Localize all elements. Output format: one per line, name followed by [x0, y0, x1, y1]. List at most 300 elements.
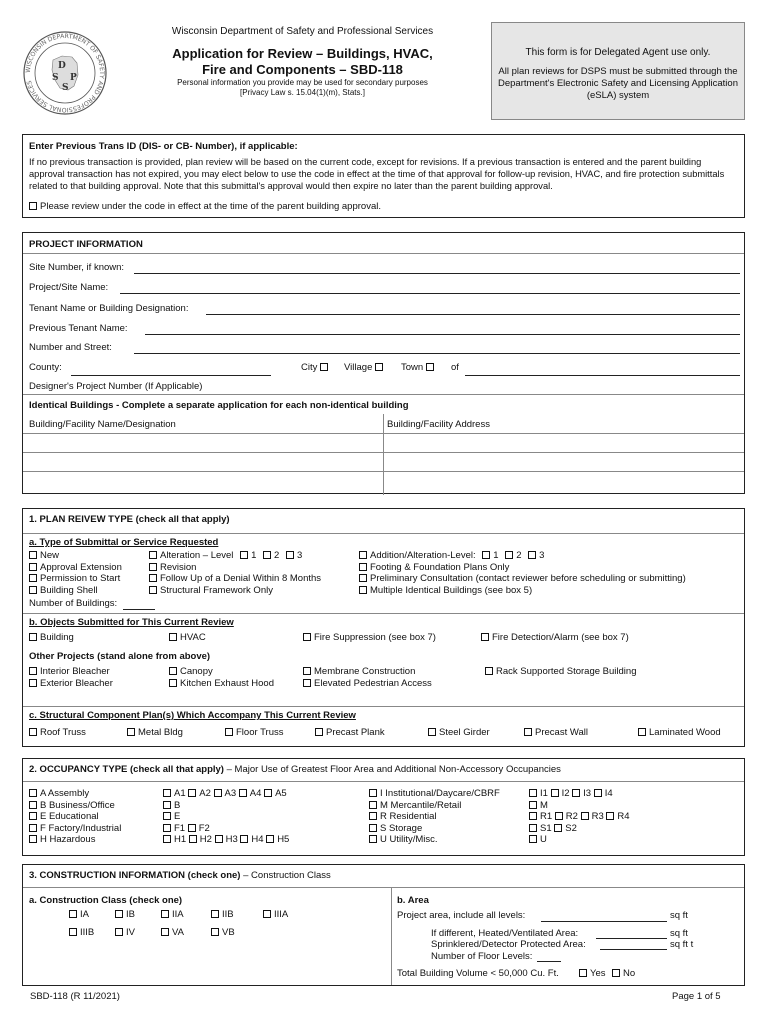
occ-residential[interactable]	[369, 811, 500, 823]
option-approval-extension[interactable]	[29, 562, 122, 574]
county-label: County:	[29, 362, 62, 373]
project-heading: PROJECT INFORMATION	[29, 239, 143, 250]
kitchen-hood-label: Kitchen Exhaust Hood	[180, 677, 275, 689]
dept-name: Wisconsin Department of Safety and Professional Services	[171, 26, 434, 37]
option-multiple-identical[interactable]	[359, 585, 686, 597]
occ-mercantile-label: M Mercantile/Retail	[380, 799, 462, 811]
village-option[interactable]	[344, 362, 386, 373]
occ-factory-checkbox[interactable]	[29, 824, 37, 832]
addition-level-2-checkbox[interactable]	[505, 551, 513, 559]
class-iiib-label: IIIB	[80, 927, 95, 938]
roof-truss-label: Roof Truss	[40, 727, 86, 738]
permission-to-start-checkbox[interactable]	[29, 574, 37, 582]
parent-code-option[interactable]	[29, 201, 381, 212]
metal-bldg-checkbox[interactable]	[127, 728, 135, 736]
building-shell-checkbox[interactable]	[29, 586, 37, 594]
occ-e-sub[interactable]	[163, 811, 289, 823]
svg-text:D: D	[58, 61, 66, 71]
roof-truss-checkbox[interactable]	[29, 728, 37, 736]
addition-alteration-checkbox[interactable]	[359, 551, 367, 559]
building-shell-label: Building Shell	[40, 584, 98, 596]
occ-utility-checkbox[interactable]	[369, 835, 377, 843]
area-all-unit: sq ft	[670, 910, 688, 921]
rack-storage-label: Rack Supported Storage Building	[496, 666, 637, 677]
object-hvac[interactable]	[169, 632, 206, 643]
other-projects-heading: Other Projects (stand alone from above)	[29, 651, 211, 662]
trans-id-body: If no previous transaction is provided, plan review will be based on the current code, except for revisions. If a previous transaction is entered and the parent building approval transaction has not expired, you may elect below to use the code in effect at the time of that approval for follow-up revision, HVAC, and fire protection submittals related to that building approval. Note that this submittal's approval would then expire no later than the parent building approval.	[29, 157, 725, 191]
occ-a1-checkbox[interactable]	[163, 789, 171, 797]
occ-h3-checkbox[interactable]	[215, 835, 223, 843]
volume-yes-label: Yes	[590, 968, 606, 979]
occ-business[interactable]	[29, 800, 121, 812]
occ-factory[interactable]	[29, 823, 121, 835]
alteration-level-2-label: 2	[274, 550, 280, 561]
pedestrian-access-checkbox[interactable]	[303, 679, 311, 687]
steel-girder-label: Steel Girder	[439, 727, 490, 738]
occupancy-heading: 2. OCCUPANCY TYPE (check all that apply) – Major Use of Greatest Floor Area and Additional Non-Accessory Occupancies	[29, 764, 561, 775]
occ-institutional-label: I Institutional/Daycare/CBRF	[380, 788, 500, 799]
occ-s2-checkbox[interactable]	[554, 824, 562, 832]
object-fire-suppression[interactable]	[303, 632, 436, 643]
street-label: Number and Street:	[29, 342, 112, 353]
municipality-input[interactable]	[465, 375, 740, 376]
occ-assembly-checkbox[interactable]	[29, 789, 37, 797]
page-number: Page 1 of 5	[672, 991, 721, 1002]
footing-foundation-label: Footing & Foundation Plans Only	[370, 561, 510, 573]
object-fire-detection-checkbox[interactable]	[481, 633, 489, 641]
class-iiia-label: IIIA	[274, 909, 289, 920]
permission-to-start-label: Permission to Start	[40, 573, 121, 584]
occ-s2-label: S2	[565, 822, 577, 834]
exterior-bleacher-checkbox[interactable]	[29, 679, 37, 687]
occ-h1-label: H1	[174, 834, 187, 845]
area-all-label: Project area, include all levels:	[397, 910, 526, 921]
alteration-level-3-checkbox[interactable]	[286, 551, 294, 559]
class-ib-label: IB	[126, 909, 135, 920]
form-title-line1: Application for Review – Buildings, HVAC,	[172, 46, 433, 61]
class-iia[interactable]	[161, 909, 184, 920]
canopy-checkbox[interactable]	[169, 667, 177, 675]
object-hvac-checkbox[interactable]	[169, 633, 177, 641]
other-interior-bleacher[interactable]	[29, 666, 113, 678]
site-number-label: Site Number, if known:	[29, 262, 125, 273]
addition-level-2-label: 2	[516, 550, 522, 561]
approval-extension-checkbox[interactable]	[29, 563, 37, 571]
class-iiia[interactable]	[263, 909, 288, 920]
volume-yes[interactable]	[579, 968, 606, 979]
occ-m-sub-label: M	[540, 799, 548, 811]
parent-code-checkbox[interactable]	[29, 202, 37, 210]
option-building-shell[interactable]	[29, 585, 122, 597]
occ-assembly[interactable]	[29, 788, 121, 800]
occ-m-sub[interactable]	[529, 800, 630, 812]
notice-body: All plan reviews for DSPS must be submitted through the Department's Electronic Safety and Licensing Application (eSLA) system	[498, 66, 738, 101]
addition-level-3-checkbox[interactable]	[528, 551, 536, 559]
occ-u-sub-checkbox[interactable]	[529, 835, 537, 843]
metal-bldg-label: Metal Bldg	[138, 727, 183, 738]
occ-r2-label: R2	[565, 811, 578, 822]
volume-no[interactable]	[612, 968, 635, 979]
occ-a3-label: A3	[224, 788, 237, 799]
pedestrian-access-label: Elevated Pedestrian Access	[314, 677, 432, 689]
option-revision[interactable]	[149, 562, 321, 574]
sprinklered-area-input[interactable]	[600, 949, 667, 950]
delegated-agent-notice	[491, 22, 745, 120]
facility-address-header: Building/Facility Address	[387, 419, 490, 430]
rack-storage-checkbox[interactable]	[485, 667, 493, 675]
occ-f-subs	[163, 823, 289, 835]
occ-i1-label: I1	[540, 788, 548, 799]
volume-label: Total Building Volume < 50,000 Cu. Ft.	[397, 968, 559, 979]
class-iib-checkbox[interactable]	[211, 910, 219, 918]
occ-a3-checkbox[interactable]	[214, 789, 222, 797]
area-all-input[interactable]	[541, 921, 667, 922]
occ-storage-label: S Storage	[380, 822, 423, 834]
object-hvac-label: HVAC	[180, 632, 206, 643]
comp-steel-girder[interactable]	[428, 727, 490, 738]
occ-e-sub-label: E	[174, 811, 181, 822]
occ-hazardous-checkbox[interactable]	[29, 835, 37, 843]
structural-components-heading: c. Structural Component Plan(s) Which Accompany This Current Review	[29, 710, 356, 721]
county-input[interactable]	[71, 375, 271, 376]
laminated-wood-checkbox[interactable]	[638, 728, 646, 736]
dsps-seal	[22, 30, 108, 116]
object-building-checkbox[interactable]	[29, 633, 37, 641]
parent-code-label: Please review under the code in effect at the time of the parent building approval.	[40, 201, 381, 212]
alteration-level-1-label: 1	[251, 550, 257, 561]
city-option[interactable]	[301, 362, 331, 373]
trans-id-input[interactable]	[323, 152, 503, 153]
preliminary-consultation-checkbox[interactable]	[359, 574, 367, 582]
floor-truss-checkbox[interactable]	[225, 728, 233, 736]
facility-row[interactable]	[23, 434, 745, 452]
other-exterior-bleacher[interactable]	[29, 678, 113, 690]
construction-section	[22, 864, 745, 986]
occ-r4-checkbox[interactable]	[606, 812, 614, 820]
occ-u-sub[interactable]	[529, 834, 630, 846]
option-preliminary-consultation[interactable]	[359, 573, 686, 585]
occ-a5-checkbox[interactable]	[264, 789, 272, 797]
occ-h1-checkbox[interactable]	[163, 835, 171, 843]
class-iia-label: IIA	[172, 909, 184, 920]
occ-a1-label: A1	[174, 788, 186, 799]
kitchen-hood-checkbox[interactable]	[169, 679, 177, 687]
facility-name-header: Building/Facility Name/Designation	[29, 419, 176, 430]
occ-mercantile-checkbox[interactable]	[369, 801, 377, 809]
occ-business-checkbox[interactable]	[29, 801, 37, 809]
occ-a5-label: A5	[275, 788, 287, 799]
occupancy-section	[22, 758, 745, 856]
street-input[interactable]	[134, 353, 740, 354]
class-va[interactable]	[161, 927, 184, 938]
privacy-notice: Personal information you provide may be used for secondary purposes	[177, 78, 428, 87]
object-fire-detection-label: Fire Detection/Alarm (see box 7)	[492, 632, 629, 643]
occ-m-sub-checkbox[interactable]	[529, 801, 537, 809]
occ-i2-label: I2	[561, 788, 570, 799]
multiple-identical-label: Multiple Identical Buildings (see box 5)	[370, 584, 533, 596]
occ-business-label: B Business/Office	[40, 799, 115, 811]
site-number-input[interactable]	[134, 273, 740, 274]
city-checkbox[interactable]	[320, 363, 328, 371]
heated-area-label: If different, Heated/Ventilated Area:	[431, 928, 579, 939]
class-iv-label: IV	[126, 927, 135, 938]
facility-row[interactable]	[23, 472, 745, 494]
project-info-section	[22, 232, 745, 494]
class-ia-label: IA	[80, 909, 89, 920]
class-ib-checkbox[interactable]	[115, 910, 123, 918]
occ-i4-checkbox[interactable]	[594, 789, 602, 797]
follow-up-denial-checkbox[interactable]	[149, 574, 157, 582]
comp-metal-bldg[interactable]	[127, 727, 183, 738]
construction-class-heading: a. Construction Class (check one)	[29, 895, 183, 906]
membrane-label: Membrane Construction	[314, 666, 416, 677]
occ-b-sub-checkbox[interactable]	[163, 801, 171, 809]
occ-storage[interactable]	[369, 823, 500, 835]
occ-factory-label: F Factory/Industrial	[40, 822, 122, 834]
occ-s-subs	[529, 823, 630, 835]
occ-residential-label: R Residential	[380, 811, 437, 822]
occ-a-subs	[163, 788, 289, 800]
new-checkbox[interactable]	[29, 551, 37, 559]
occ-r1-checkbox[interactable]	[529, 812, 537, 820]
svg-text:P: P	[70, 73, 77, 83]
alteration-level-2-checkbox[interactable]	[263, 551, 271, 559]
class-vb-label: VB	[222, 927, 235, 938]
occ-h5-checkbox[interactable]	[266, 835, 274, 843]
volume-no-checkbox[interactable]	[612, 969, 620, 977]
seal-ring-text: WISCONSIN DEPARTMENT OF SAFETY AND PROFESSIONAL SERVICES	[24, 32, 106, 114]
precast-plank-checkbox[interactable]	[315, 728, 323, 736]
designer-number-label: Designer's Project Number (If Applicable)	[29, 381, 203, 392]
laminated-wood-label: Laminated Wood	[649, 727, 721, 738]
occ-storage-checkbox[interactable]	[369, 824, 377, 832]
trans-id-section	[22, 134, 745, 218]
addition-level-1-checkbox[interactable]	[482, 551, 490, 559]
form-title-line2: Fire and Components – SBD-118	[202, 62, 403, 77]
site-name-input[interactable]	[120, 293, 740, 294]
structural-framework-checkbox[interactable]	[149, 586, 157, 594]
class-iv-checkbox[interactable]	[115, 928, 123, 936]
option-new[interactable]	[29, 550, 122, 562]
addition-level-1-label: 1	[493, 550, 499, 561]
occ-b-sub[interactable]	[163, 800, 289, 812]
class-va-label: VA	[172, 927, 184, 938]
class-va-checkbox[interactable]	[161, 928, 169, 936]
alteration-label: Alteration – Level	[160, 550, 234, 561]
precast-plank-label: Precast Plank	[326, 727, 385, 738]
footing-foundation-checkbox[interactable]	[359, 563, 367, 571]
occ-r3-label: R3	[591, 811, 604, 822]
steel-girder-checkbox[interactable]	[428, 728, 436, 736]
option-footing-foundation[interactable]	[359, 562, 686, 574]
option-alteration[interactable]	[149, 550, 321, 562]
floor-levels-label: Number of Floor Levels:	[431, 951, 533, 962]
comp-precast-wall[interactable]	[524, 727, 588, 738]
plan-review-section	[22, 508, 745, 747]
occ-mercantile[interactable]	[369, 800, 500, 812]
village-checkbox[interactable]	[375, 363, 383, 371]
object-fire-suppression-label: Fire Suppression (see box 7)	[314, 632, 436, 643]
construction-heading: 3. CONSTRUCTION INFORMATION (check one) – Construction Class	[29, 870, 331, 881]
occ-i3-checkbox[interactable]	[572, 789, 580, 797]
option-addition-alteration[interactable]	[359, 550, 686, 562]
class-vb[interactable]	[211, 927, 235, 938]
num-buildings-label: Number of Buildings:	[29, 598, 118, 609]
submittal-type-heading: a. Type of Submittal or Service Requested	[29, 537, 219, 548]
volume-no-label: No	[623, 968, 636, 979]
occ-hazardous[interactable]	[29, 834, 121, 846]
comp-laminated-wood[interactable]	[638, 727, 721, 738]
class-iiia-checkbox[interactable]	[263, 910, 271, 918]
class-iib[interactable]	[211, 909, 234, 920]
occ-educational-checkbox[interactable]	[29, 812, 37, 820]
occ-a2-label: A2	[199, 788, 211, 799]
occ-i1-checkbox[interactable]	[529, 789, 537, 797]
class-ib[interactable]	[115, 909, 135, 920]
heated-area-input[interactable]	[596, 938, 667, 939]
city-label: City	[301, 362, 318, 373]
prev-tenant-input[interactable]	[145, 334, 740, 335]
volume-yes-checkbox[interactable]	[579, 969, 587, 977]
class-iib-label: IIB	[222, 909, 234, 920]
occ-educational[interactable]	[29, 811, 121, 823]
occ-assembly-label: A Assembly	[40, 788, 90, 799]
occ-r-subs	[529, 811, 630, 823]
class-vb-checkbox[interactable]	[211, 928, 219, 936]
occ-i4-label: I4	[604, 788, 613, 799]
preliminary-consultation-label: Preliminary Consultation (contact reviewer before scheduling or submitting)	[370, 573, 686, 584]
occ-f2-label: F2	[198, 822, 210, 834]
tenant-label: Tenant Name or Building Designation:	[29, 303, 189, 314]
revision-label: Revision	[160, 561, 197, 573]
occ-u-sub-label: U	[540, 834, 547, 845]
alteration-level-1-checkbox[interactable]	[240, 551, 248, 559]
occ-h-subs	[163, 834, 289, 846]
occ-h3-label: H3	[225, 834, 238, 845]
floor-truss-label: Floor Truss	[236, 727, 284, 738]
occ-f1-label: F1	[174, 822, 186, 834]
occ-hazardous-label: H Hazardous	[40, 834, 96, 845]
comp-precast-plank[interactable]	[315, 727, 385, 738]
alteration-level-3-label: 3	[296, 550, 303, 561]
trans-id-heading: Enter Previous Trans ID (DIS- or CB- Number), if applicable:	[29, 141, 298, 152]
objects-submitted-heading: b. Objects Submitted for This Current Review	[29, 617, 234, 628]
privacy-law: [Privacy Law s. 15.04(1)(m), Stats.]	[240, 88, 365, 97]
option-follow-up-denial[interactable]	[149, 573, 321, 585]
notice-title: This form is for Delegated Agent use only.	[525, 47, 711, 58]
alteration-checkbox[interactable]	[149, 551, 157, 559]
option-structural-framework[interactable]	[149, 585, 321, 597]
occ-educational-label: E Educational	[40, 811, 99, 822]
num-buildings-input[interactable]	[123, 609, 155, 610]
occ-i3-label: I3	[583, 788, 592, 799]
occ-a2-checkbox[interactable]	[188, 789, 196, 797]
option-permission-to-start[interactable]	[29, 573, 122, 585]
sprinklered-area-label: Sprinklered/Detector Protected Area:	[431, 939, 586, 950]
occ-utility-label: U Utility/Misc.	[380, 834, 438, 845]
occ-f1-checkbox[interactable]	[163, 824, 171, 832]
other-membrane[interactable]	[303, 666, 432, 678]
identical-buildings-heading: Identical Buildings - Complete a separate application for each non-identical building	[29, 400, 409, 411]
membrane-checkbox[interactable]	[303, 667, 311, 675]
class-iiib[interactable]	[69, 927, 94, 938]
addition-alteration-label: Addition/Alteration-Level:	[370, 550, 476, 561]
class-iia-checkbox[interactable]	[161, 910, 169, 918]
form-id: SBD-118 (R 11/2021)	[30, 991, 120, 1002]
occ-utility[interactable]	[369, 834, 500, 846]
class-ia-checkbox[interactable]	[69, 910, 77, 918]
multiple-identical-checkbox[interactable]	[359, 586, 367, 594]
sprinklered-area-unit: sq ft t	[670, 939, 694, 950]
occ-i2-checkbox[interactable]	[551, 789, 559, 797]
occ-s1-checkbox[interactable]	[529, 824, 537, 832]
object-building-label: Building	[40, 632, 74, 643]
occ-e-sub-checkbox[interactable]	[163, 812, 171, 820]
town-label: Town	[401, 362, 424, 373]
occ-a4-label: A4	[249, 788, 262, 799]
other-pedestrian-access[interactable]	[303, 678, 432, 690]
prev-tenant-label: Previous Tenant Name:	[29, 323, 128, 334]
svg-text:S: S	[62, 83, 69, 93]
comp-floor-truss[interactable]	[225, 727, 284, 738]
floor-levels-input[interactable]	[537, 961, 561, 962]
interior-bleacher-label: Interior Bleacher	[40, 666, 110, 677]
facility-row[interactable]	[23, 453, 745, 471]
of-label: of	[451, 362, 459, 373]
area-heading: b. Area	[397, 895, 429, 906]
occ-i-subs	[529, 788, 630, 800]
heated-area-unit: sq ft	[670, 928, 688, 939]
tenant-input[interactable]	[206, 314, 740, 315]
occ-r2-checkbox[interactable]	[555, 812, 563, 820]
occ-r3-checkbox[interactable]	[581, 812, 589, 820]
object-building[interactable]	[29, 632, 74, 643]
structural-framework-label: Structural Framework Only	[160, 584, 273, 596]
object-fire-detection[interactable]	[481, 632, 629, 643]
occ-r4-label: R4	[617, 811, 630, 822]
town-option[interactable]	[401, 362, 437, 373]
village-label: Village	[344, 362, 373, 373]
class-ia[interactable]	[69, 909, 89, 920]
addition-level-3-label: 3	[539, 550, 545, 561]
new-label: New	[40, 550, 60, 561]
other-rack-storage[interactable]	[485, 666, 636, 678]
class-iv[interactable]	[115, 927, 135, 938]
occ-h2-checkbox[interactable]	[189, 835, 197, 843]
occ-a4-checkbox[interactable]	[239, 789, 247, 797]
occ-h4-label: H4	[251, 834, 264, 845]
follow-up-denial-label: Follow Up of a Denial Within 8 Months	[160, 573, 322, 584]
object-fire-suppression-checkbox[interactable]	[303, 633, 311, 641]
comp-roof-truss[interactable]	[29, 727, 86, 738]
occ-s1-label: S1	[540, 822, 552, 834]
occ-h4-checkbox[interactable]	[240, 835, 248, 843]
other-kitchen-hood[interactable]	[169, 678, 274, 690]
class-iiib-checkbox[interactable]	[69, 928, 77, 936]
site-name-label: Project/Site Name:	[29, 282, 109, 293]
other-canopy[interactable]	[169, 666, 274, 678]
occ-institutional-checkbox[interactable]	[369, 789, 377, 797]
occ-institutional[interactable]	[369, 788, 500, 800]
occ-residential-checkbox[interactable]	[369, 812, 377, 820]
occ-b-sub-label: B	[174, 799, 181, 811]
interior-bleacher-checkbox[interactable]	[29, 667, 37, 675]
plan-review-heading: 1. PLAN REIVEW TYPE (check all that apply)	[29, 514, 230, 525]
precast-wall-checkbox[interactable]	[524, 728, 532, 736]
town-checkbox[interactable]	[426, 363, 434, 371]
occ-f2-checkbox[interactable]	[188, 824, 196, 832]
revision-checkbox[interactable]	[149, 563, 157, 571]
